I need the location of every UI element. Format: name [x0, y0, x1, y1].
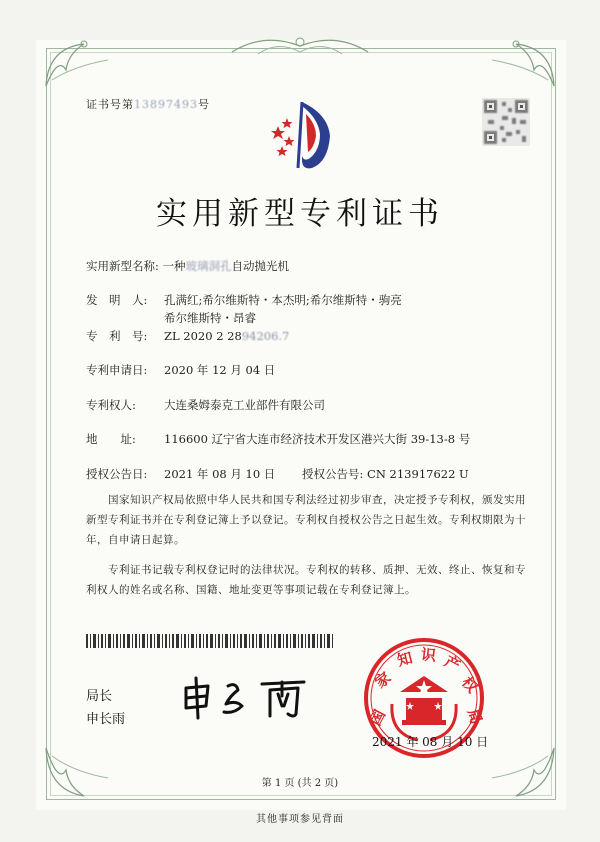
certificate-title: 实用新型专利证书 [156, 196, 444, 232]
inventor-row [86, 292, 402, 308]
certificate-number [86, 96, 210, 112]
patent-number-blurred: 94206.7 [241, 329, 290, 343]
svg-text:局: 局 [463, 706, 486, 727]
qr-code-icon [482, 98, 530, 146]
patent-number-prefix: ZL 2020 2 28 [164, 329, 242, 343]
barcode-icon [86, 634, 336, 648]
svg-text:家: 家 [371, 668, 395, 692]
filing-date-value: 2020 年 12 月 04 日 [164, 363, 276, 377]
inventor-row-2 [164, 310, 256, 326]
announce-date-value: 2021 年 08 月 10 日 [164, 467, 276, 481]
filing-date-row [86, 362, 275, 378]
svg-text:权: 权 [458, 673, 482, 697]
filing-date-label: 专利申请日: [86, 363, 148, 377]
certificate-number-suffix: 号 [198, 98, 210, 111]
certificate-number-value: 13897493 [134, 98, 198, 111]
address-value: 116600 辽宁省大连市经济技术开发区港兴大街 39-13-8 号 [164, 432, 471, 446]
patentee-row [86, 397, 325, 413]
announce-number-value: CN 213917622 U [367, 467, 469, 481]
announce-date-label: 授权公告日: [86, 467, 148, 481]
utility-name-suffix: 自动抛光机 [231, 259, 290, 273]
address-row [86, 431, 470, 447]
certificate-number-prefix: 证书号第 [86, 98, 134, 111]
address-label: 地 址: [86, 432, 136, 446]
page-indicator: 第 1 页 (共 2 页) [261, 778, 339, 789]
footer-note: 其他事项参见背面 [256, 814, 344, 825]
patentee-label: 专利权人: [86, 398, 136, 412]
seal-date: 2021 年 08 月 10 日 [372, 735, 489, 749]
corner-ornament-top-right [472, 36, 562, 96]
patent-number-row [86, 328, 289, 344]
director-title: 局长 [86, 689, 113, 704]
legal-paragraph-2: 专利证书记载专利权登记时的法律状况。专利权的转移、质押、无效、终止、恢复和专利权人的姓名或名称、国籍、地址变更等事项记载在专利登记簿上。 [86, 564, 526, 596]
utility-name-prefix: 一种 [162, 259, 186, 273]
svg-text:产: 产 [441, 652, 464, 676]
corner-ornament-bottom-left [38, 740, 128, 806]
svg-text:知: 知 [395, 648, 415, 670]
patentee-value: 大连桑姆泰克工业部件有限公司 [164, 398, 325, 412]
svg-text:国: 国 [366, 706, 390, 729]
corner-ornament-top-left [38, 36, 128, 96]
utility-name-label: 实用新型名称: [86, 259, 159, 273]
announce-row [86, 466, 469, 482]
cnipa-logo-icon [258, 96, 346, 176]
handwritten-signature [178, 676, 318, 720]
inventor-label: 发 明 人: [86, 293, 148, 307]
legal-paragraph-1: 国家知识产权局依照中华人民共和国专利法经过初步审查，决定授予专利权，颁发实用新型专利证书并在专利登记簿上予以登记。专利权自授权公告之日起生效。专利权期限为十年，自申请日起算。 [86, 494, 526, 546]
utility-name-row [86, 258, 289, 274]
svg-text:识: 识 [420, 645, 437, 665]
inventor-line-2: 希尔维斯特・昂睿 [164, 311, 256, 325]
director-name: 申长雨 [86, 712, 126, 727]
inventor-line-1: 孔满红;希尔维斯特・本杰明;希尔维斯特・驹亮 [164, 293, 402, 307]
top-center-ornament [228, 30, 372, 60]
patent-number-label: 专 利 号: [86, 329, 148, 343]
utility-name-blurred: 玻璃洞孔 [185, 259, 232, 273]
announce-number-label: 授权公告号: [302, 467, 364, 481]
